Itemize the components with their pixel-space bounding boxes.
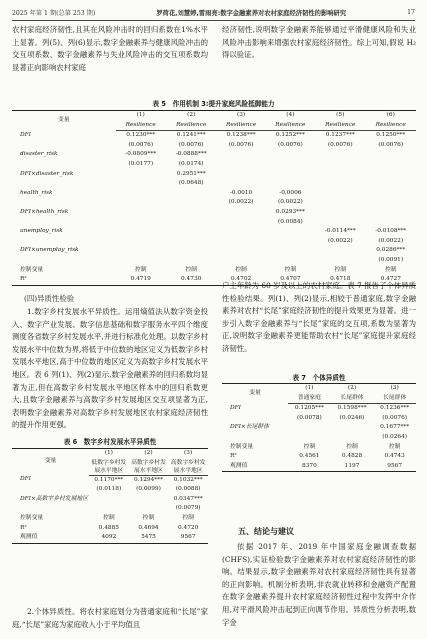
table5-coef-row <box>12 170 416 180</box>
table6-cell: 0.4694 <box>138 524 159 531</box>
table5-coef-cell <box>315 189 365 199</box>
table5-se-cell: (0.0076) <box>228 141 254 148</box>
table5-se-cell <box>166 256 216 266</box>
table5-se-cell <box>365 198 416 208</box>
table5-col-num: (2) <box>166 111 216 121</box>
table5-coef-cell <box>166 208 216 218</box>
table5-coef-cell <box>315 150 365 160</box>
table7-row-label: DFI <box>230 404 241 411</box>
table7-coef-row <box>222 404 416 414</box>
table5-se-cell: (0.0076) <box>327 141 353 148</box>
table7-coef-cell: 0.1205*** <box>294 405 324 412</box>
table6-se-row <box>12 504 208 514</box>
page-header <box>12 6 415 18</box>
table5-se-cell <box>216 218 265 228</box>
header-rule <box>12 20 415 21</box>
table7-coef-cell <box>288 423 331 433</box>
table7-se-cell: (0.0078) <box>296 414 322 421</box>
table7-r2-row <box>222 452 416 462</box>
table5-coef-cell <box>266 150 315 160</box>
table5-coef-cell <box>116 170 166 180</box>
table5-row-label: DFI×disaster_risk <box>20 170 74 177</box>
right-mid-paragraph: 户主年龄为 60 岁及以上的农村家庭。表 7 报告了个体异质性检验结果。列(1)、列(2)显示,相较于普通家庭,数字金融素养对农村“长尾”家庭经济韧性的提升效果更为显著。进一步引入数字金融素养与“长尾”家庭的交互项,系数为显著为正,说明数字金融素养更能帮助农村“长尾”家庭提升家庭经济韧性。 <box>222 281 416 353</box>
table6-cell: 控制 <box>103 514 115 521</box>
table5-cell: 0.4707 <box>266 275 315 285</box>
table7-cell: 9567 <box>373 462 416 472</box>
table7-row-label: DFI×长尾群体 <box>230 424 270 431</box>
section4-paragraph: 1.数字乡村发展水平异质性。运用熵值法从数字资金投入、数字产业发展、数字信息基础和数字服务水平四个维度测度各省数字乡村发展水平,并进行标准化处理。以数字乡村发展水平中位数为界,将低于中位数的地区定义为低数字乡村发展水平地区,高于中位数的地区定义为高数字乡村发展水平地区。表 6 列(1)、列(2)显示,数字金融素养的回归系数均显著为正,但在高数字乡村发展水平地区样本中的回归系数更大,且数字金融素养与高数字乡村发展地区交互项显著为正,表明数字金融素养对高数字乡村发展地区农村家庭经济韧性的提升作用更强。 <box>12 307 208 430</box>
table5-coef-cell <box>365 189 416 199</box>
table6-coef-cell: 0.0347*** <box>173 495 203 502</box>
table5-row-label: DFI×unemploy_risk <box>20 247 79 254</box>
table6-control-row <box>12 514 208 524</box>
table5-row-label: DFI×health_risk <box>20 208 69 215</box>
table6-se-label <box>12 485 89 495</box>
table5-se-row <box>12 237 416 247</box>
section5-paragraph: 依据 2017 年、2019 年中国家庭金融调查数据(CHFS),实证检验数字金融素养对农村家庭经济韧性的影响。结果显示,数字金融素养对农村家庭经济韧性具有显著的正向影响。机制分析表明,非农就业转移和金融资产配置在数字金融素养提升农村家庭经济韧性过程中发挥中介作用,对平滑风险冲击起到正向调节作用。异质性分析表明,数字金 <box>222 542 416 627</box>
table5-coef-cell <box>166 227 216 237</box>
table7-cell: 8370 <box>288 462 331 472</box>
table7-control-label: 控制变量 <box>230 443 254 450</box>
table7-se-row <box>222 414 416 424</box>
table5-se-cell <box>365 218 416 228</box>
table5-col-name: Resilience <box>116 121 166 131</box>
table5-col-name: Resilience <box>315 121 365 131</box>
table5-se-label <box>12 237 116 247</box>
table6-coef-cell: 0.1032*** <box>173 476 203 483</box>
table7-caption: 表 7 个体异质性 <box>292 374 346 382</box>
table5-col-name: Resilience <box>266 121 315 131</box>
table5-cell: 0.4727 <box>365 275 416 285</box>
table5 <box>12 110 416 286</box>
table7-obs-row <box>222 462 416 472</box>
table6-se-row <box>12 485 208 495</box>
table7-r2-label: R² <box>230 453 237 460</box>
table7-col-num: (3) <box>373 384 416 394</box>
bottom-left-paragraph: 2.个体异质性。将农村家庭划分为普通家庭和“长尾”家庭,“长尾”家庭为家庭收入小于平均值且 <box>12 607 208 629</box>
table5-coef-cell <box>216 246 265 256</box>
table5-coef-cell: -0.0010 <box>229 189 253 196</box>
table7-coef-row <box>222 423 416 433</box>
table5-se-label <box>12 179 116 189</box>
table6-coef-cell: 0.1294*** <box>133 476 163 483</box>
table5-coef-cell <box>116 246 166 256</box>
table5-coef-cell <box>216 208 265 218</box>
table5-caption: 表 5 作用机制 3:提升家庭风险抵御能力 <box>152 100 275 108</box>
table5-coef-cell: 0.1252*** <box>275 132 305 139</box>
table5-se-label <box>12 218 116 228</box>
table5-cell: 0.4719 <box>116 275 166 285</box>
table6-se-label <box>12 504 89 514</box>
table5-coef-cell <box>266 246 315 256</box>
table5-cell: 控制 <box>185 266 197 273</box>
table5-cell: 控制 <box>384 266 397 273</box>
table5-se-label <box>12 256 116 266</box>
table5-var-header: 变量 <box>12 111 116 131</box>
table5-cell: 控制 <box>134 266 147 273</box>
table7-header-row <box>222 384 416 394</box>
table5-coef-cell <box>365 208 416 218</box>
table5-se-cell <box>266 160 315 170</box>
table5-se-cell <box>216 179 265 189</box>
table5-se-cell <box>266 237 315 247</box>
table5-coef-cell: 0.1237*** <box>325 132 355 139</box>
table6-se-cell: (0.0099) <box>136 486 161 493</box>
table7-col-name: 长尾群体 <box>373 394 416 404</box>
table7-se-cell <box>288 433 331 443</box>
table5-se-cell: (0.0648) <box>178 180 204 187</box>
table5-se-label <box>12 141 116 151</box>
table5-header-row <box>12 111 416 121</box>
table5-se-cell <box>216 256 265 266</box>
table5-coef-cell <box>216 170 265 180</box>
table5-coef-cell <box>166 246 216 256</box>
table5-se-cell: (0.0022) <box>378 237 404 244</box>
table5-cell: 0.4718 <box>315 275 365 285</box>
running-title: 罗荷花,刘慧婷,雷雨亮:数字金融素养对农村家庭经济韧性的影响研究 <box>156 9 347 17</box>
table5-cell: 控制 <box>284 266 297 273</box>
table6-col-num: (1) <box>89 449 129 459</box>
table6-se-cell: (0.0088) <box>175 486 201 493</box>
table6-cell: 5475 <box>129 533 169 543</box>
table5-se-cell: (0.0177) <box>128 160 154 167</box>
table7-se-cell: (0.0076) <box>382 414 408 421</box>
table5-cell: 控制 <box>235 266 247 273</box>
table6-control-label: 控制变量 <box>20 514 44 521</box>
table5-se-cell: (0.0076) <box>178 141 204 148</box>
table5-se-cell <box>116 218 166 228</box>
table5-col-name: Resilience <box>365 121 416 131</box>
table7-se-row <box>222 433 416 443</box>
table5-coef-row <box>12 150 416 160</box>
table6-se-cell <box>129 504 169 514</box>
table5-col-num: (3) <box>216 111 265 121</box>
table5-coef-cell <box>266 227 315 237</box>
table5-coef-cell: -0.0108*** <box>375 228 407 235</box>
table6-obs-label: 观测值 <box>12 533 89 543</box>
table7-col-name: 普通家庭 <box>288 394 331 404</box>
table6-col-name: 低数字乡村发展水平地区 <box>89 459 129 476</box>
table5-row-label: unemploy_risk <box>20 228 63 235</box>
table5-col-name: Resilience <box>216 121 265 131</box>
table6-coef-row <box>12 475 208 485</box>
table5-coef-cell <box>365 150 416 160</box>
table5-se-cell <box>166 218 216 228</box>
table5-se-cell <box>365 160 416 170</box>
table7-cell: 0.4828 <box>341 453 363 460</box>
table5-se-row <box>12 198 416 208</box>
table5-se-cell: (0.0076) <box>277 141 303 148</box>
table5-se-cell <box>315 179 365 189</box>
table5-r2-label: R² <box>12 275 116 285</box>
table5-coef-cell: 0.2951*** <box>176 170 206 177</box>
table7-cell: 控制 <box>388 443 401 450</box>
table6-col-num: (3) <box>168 449 208 459</box>
table7-cell: 0.4743 <box>384 453 405 460</box>
table6-cell: 0.4885 <box>98 524 119 531</box>
table5-coef-cell: -0.0114*** <box>324 228 356 235</box>
table5-coef-cell <box>166 189 216 199</box>
table5-coef-cell: -0.0006 <box>279 189 302 196</box>
table7-coef-cell <box>331 423 374 433</box>
table6-coef-cell <box>129 495 169 505</box>
table5-coef-cell: -0.0888*** <box>175 151 207 158</box>
table5-coef-cell: 0.1241*** <box>176 132 206 139</box>
table7-var-header: 变量 <box>222 384 288 404</box>
table5-row-label: disaster_risk <box>20 151 58 158</box>
table6-se-cell: (0.0118) <box>96 486 122 493</box>
section5-heading: 五、结论与建议 <box>238 527 294 536</box>
table5-coef-cell <box>315 246 365 256</box>
table5-se-cell: (0.0076) <box>378 141 404 148</box>
table7-coef-cell: 0.1236*** <box>380 405 410 412</box>
table5-coef-row <box>12 227 416 237</box>
table5-se-cell <box>166 237 216 247</box>
table5-se-row <box>12 256 416 266</box>
table6-se-cell: (0.0079) <box>175 505 201 512</box>
table7-coef-cell: 0.1677*** <box>380 424 410 431</box>
table5-se-label <box>12 198 116 208</box>
table7-control-row <box>222 443 416 453</box>
table6-cell: 0.4720 <box>178 524 199 531</box>
table7-se-cell: (0.0246) <box>339 414 365 421</box>
table5-coef-row <box>12 131 416 141</box>
table7-obs-label: 观测值 <box>222 462 288 472</box>
table5-se-cell <box>315 160 365 170</box>
table5-cell: 控制 <box>334 266 347 273</box>
table5-coef-cell <box>116 208 166 218</box>
table5-se-cell <box>116 237 166 247</box>
page-number: 17 <box>407 8 415 16</box>
table5-se-cell <box>116 179 166 189</box>
table7-se-cell: (0.0264) <box>382 433 408 440</box>
table5-coef-cell: 0.1238*** <box>226 132 256 139</box>
table5-se-cell: (0.0076) <box>128 141 154 148</box>
table6-r2-row <box>12 524 208 534</box>
table7-se-label <box>222 414 288 424</box>
table5-se-cell: (0.0022) <box>277 199 303 206</box>
top-right-paragraph: 经济韧性,说明数字金融素养能够通过平滑健康风险和失业风险冲击影响来增强农村家庭经济韧性。综上可知,假说 H₂得以验证。 <box>222 25 416 60</box>
table5-coef-cell <box>216 227 265 237</box>
table5-se-cell <box>315 256 365 266</box>
table6-col-num: (2) <box>129 449 169 459</box>
top-left-paragraph: 农村家庭经济韧性,且其在风险冲击时的回归系数在1%水平上显著。列(5)、列(6)显示,数字金融素养与健康风险冲击的交互项系数、数字金融素养与失业风险冲击的交互项系数均显著正向影响农村家庭 <box>12 25 208 72</box>
table5-coef-cell <box>266 170 315 180</box>
table6-col-name: 高数字乡村发展水平地区 <box>129 459 169 476</box>
table5-col-num: (5) <box>315 111 365 121</box>
table6-se-cell <box>89 504 129 514</box>
table5-se-cell: (0.0174) <box>178 160 204 167</box>
table6-coef-cell <box>89 495 129 505</box>
table5-se-row <box>12 218 416 228</box>
table5-se-label <box>12 160 116 170</box>
table5-coef-row <box>12 246 416 256</box>
section4-heading: (四)异质性检验 <box>24 294 75 303</box>
table7-se-label <box>222 433 288 443</box>
table5-se-cell <box>315 198 365 208</box>
table7-cell: 1197 <box>331 462 374 472</box>
table6-col-name: 高数字乡村发展水平地区 <box>168 459 208 476</box>
table5-coef-cell <box>315 208 365 218</box>
table6-r2-label: R² <box>20 524 27 531</box>
table6-cell: 9567 <box>168 533 208 543</box>
table6 <box>12 448 208 544</box>
table5-se-cell <box>266 179 315 189</box>
table7-cell: 0.4561 <box>299 453 320 460</box>
table5-row-label: DFI <box>20 131 31 138</box>
table6-caption: 表 6 数字乡村发展水平异质性 <box>63 438 157 446</box>
table5-se-cell <box>365 179 416 189</box>
table5-coef-row <box>12 189 416 199</box>
table7-coef-cell: 0.1598*** <box>337 405 367 412</box>
table5-coef-cell: -0.0809*** <box>125 151 157 158</box>
table7-col-num: (1) <box>288 384 331 394</box>
table6-var-header: 变量 <box>12 449 89 476</box>
table6-row-label: DFI×高数字乡村发展地区 <box>20 495 88 502</box>
table5-se-cell <box>315 218 365 228</box>
table5-coef-row <box>12 208 416 218</box>
table6-row-label: DFI <box>20 476 31 483</box>
table5-col-num: (4) <box>266 111 315 121</box>
table5-se-cell <box>116 256 166 266</box>
table5-col-num: (1) <box>116 111 166 121</box>
table6-cell: 控制 <box>142 514 155 521</box>
table5-coef-cell <box>315 170 365 180</box>
issue-label: 2025 年第 1 期(总第 253 期) <box>12 9 96 17</box>
table5-cell: 0.4702 <box>216 275 265 285</box>
table5-se-cell <box>216 160 265 170</box>
table5-coef-cell <box>116 189 166 199</box>
table7 <box>222 383 416 472</box>
table5-se-cell: (0.0084) <box>277 218 303 225</box>
table5-se-cell <box>166 198 216 208</box>
table6-cell: 控制 <box>182 514 194 521</box>
table5-control-label: 控制变量 <box>20 266 44 273</box>
table5-col-num: (6) <box>365 111 416 121</box>
table7-cell: 控制 <box>346 443 358 450</box>
table6-coef-cell: 0.1170*** <box>94 476 124 483</box>
table6-coef-row <box>12 495 208 505</box>
table5-coef-cell <box>116 227 166 237</box>
table7-col-num: (2) <box>331 384 374 394</box>
table5-se-cell <box>216 237 265 247</box>
table5-coef-cell <box>216 150 265 160</box>
table5-se-cell <box>116 198 166 208</box>
table5-cell: 0.4730 <box>166 275 216 285</box>
table5-row-label: health_risk <box>20 189 53 196</box>
table5-col-name: Resilience <box>166 121 216 131</box>
table6-obs-row <box>12 533 208 543</box>
table5-coef-cell: 0.0293*** <box>275 208 305 215</box>
table7-se-cell <box>331 433 374 443</box>
table5-se-cell <box>266 256 315 266</box>
table5-se-cell: (0.0022) <box>327 237 353 244</box>
table7-col-name: 长尾群体 <box>331 394 374 404</box>
table5-control-row <box>12 266 416 276</box>
table6-header-row <box>12 449 208 459</box>
table5-se-row <box>12 141 416 151</box>
table5-coef-cell: 0.1250*** <box>376 132 406 139</box>
table5-coef-cell <box>365 170 416 180</box>
table7-cell: 控制 <box>303 443 316 450</box>
table5-se-cell: (0.0022) <box>228 199 254 206</box>
table5-se-cell: (0.0091) <box>378 256 404 263</box>
table5-coef-cell: 0.0286*** <box>376 247 406 254</box>
table6-cell: 4092 <box>89 533 129 543</box>
table5-coef-cell: 0.1230*** <box>126 132 156 139</box>
table5-se-row <box>12 179 416 189</box>
table5-se-row <box>12 160 416 170</box>
